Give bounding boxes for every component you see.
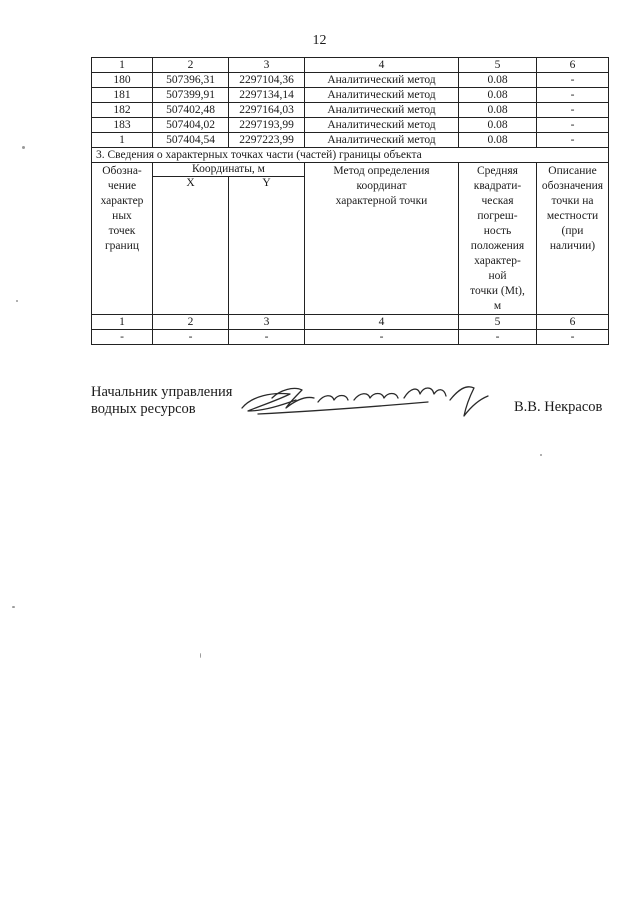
- description-cell: -: [537, 73, 609, 88]
- y-coordinate-cell: 2297193,99: [229, 118, 305, 133]
- accuracy-cell: 0.08: [459, 73, 537, 88]
- empty-cell: -: [153, 330, 229, 345]
- empty-cell: -: [92, 330, 153, 345]
- empty-cell: -: [305, 330, 459, 345]
- method-cell: Аналитический метод: [305, 133, 459, 148]
- empty-cell: -: [229, 330, 305, 345]
- method-cell: Аналитический метод: [305, 73, 459, 88]
- section-number-row: [92, 315, 609, 330]
- scan-speck: [12, 606, 15, 608]
- y-coordinate-cell: 2297104,36: [229, 73, 305, 88]
- col-number-cell: 4: [305, 315, 459, 330]
- method-cell: Аналитический метод: [305, 88, 459, 103]
- col-number-cell: 1: [92, 315, 153, 330]
- table-header-row: [92, 58, 609, 73]
- col-number-cell: 4: [305, 58, 459, 73]
- method-header: Метод определения координат характерной точки: [305, 163, 459, 315]
- col-number-cell: 2: [153, 315, 229, 330]
- description-cell: -: [537, 133, 609, 148]
- description-cell: -: [537, 103, 609, 118]
- x-header: X: [153, 177, 229, 315]
- col-number-cell: 3: [229, 58, 305, 73]
- point-designation-header: Обозна- чение характер ных точек границ: [92, 163, 153, 315]
- y-header: Y: [229, 177, 305, 315]
- accuracy-cell: 0.08: [459, 133, 537, 148]
- point-id-cell: 180: [92, 73, 153, 88]
- accuracy-cell: 0.08: [459, 118, 537, 133]
- scan-speck: [16, 300, 18, 302]
- col-number-cell: 2: [153, 58, 229, 73]
- page-number: 12: [312, 33, 327, 48]
- x-coordinate-cell: 507404,02: [153, 118, 229, 133]
- section-title: 3. Сведения о характерных точках части (частей) границы объекта: [92, 148, 609, 163]
- empty-cell: -: [459, 330, 537, 345]
- method-cell: Аналитический метод: [305, 118, 459, 133]
- method-cell: Аналитический метод: [305, 103, 459, 118]
- accuracy-cell: 0.08: [459, 88, 537, 103]
- y-coordinate-cell: 2297134,14: [229, 88, 305, 103]
- points-table: [91, 57, 609, 345]
- col-number-cell: 6: [537, 315, 609, 330]
- point-id-cell: 181: [92, 88, 153, 103]
- x-coordinate-cell: 507396,31: [153, 73, 229, 88]
- description-cell: -: [537, 118, 609, 133]
- table-row: [92, 330, 609, 345]
- section-title-row: [92, 148, 609, 163]
- table-row: [92, 118, 609, 133]
- table-row: [92, 133, 609, 148]
- section-header-row-1: [92, 163, 609, 177]
- scan-speck: [200, 653, 201, 658]
- accuracy-cell: 0.08: [459, 103, 537, 118]
- x-coordinate-cell: 507399,91: [153, 88, 229, 103]
- signer-name: В.В. Некрасов: [514, 399, 603, 415]
- col-number-cell: 1: [92, 58, 153, 73]
- x-coordinate-cell: 507402,48: [153, 103, 229, 118]
- point-id-cell: 183: [92, 118, 153, 133]
- x-coordinate-cell: 507404,54: [153, 133, 229, 148]
- table-row: [92, 88, 609, 103]
- accuracy-header: Средняя квадрати- ческая погреш- ность положения характер- ной точки (Mt), м: [459, 163, 537, 315]
- signatory-position: [91, 384, 232, 418]
- description-header: Описание обозначения точки на местности (при наличии): [537, 163, 609, 315]
- coordinates-header: Координаты, м: [153, 163, 305, 177]
- scan-speck: [540, 454, 542, 456]
- col-number-cell: 3: [229, 315, 305, 330]
- description-cell: -: [537, 88, 609, 103]
- handwritten-signature: [238, 378, 500, 422]
- table-row: [92, 73, 609, 88]
- col-number-cell: 6: [537, 58, 609, 73]
- col-number-cell: 5: [459, 58, 537, 73]
- scan-speck: [22, 146, 25, 149]
- y-coordinate-cell: 2297164,03: [229, 103, 305, 118]
- point-id-cell: 182: [92, 103, 153, 118]
- point-id-cell: 1: [92, 133, 153, 148]
- y-coordinate-cell: 2297223,99: [229, 133, 305, 148]
- empty-cell: -: [537, 330, 609, 345]
- table-row: [92, 103, 609, 118]
- col-number-cell: 5: [459, 315, 537, 330]
- position-line: водных ресурсов: [91, 401, 196, 417]
- position-line: Начальник управления: [91, 384, 233, 400]
